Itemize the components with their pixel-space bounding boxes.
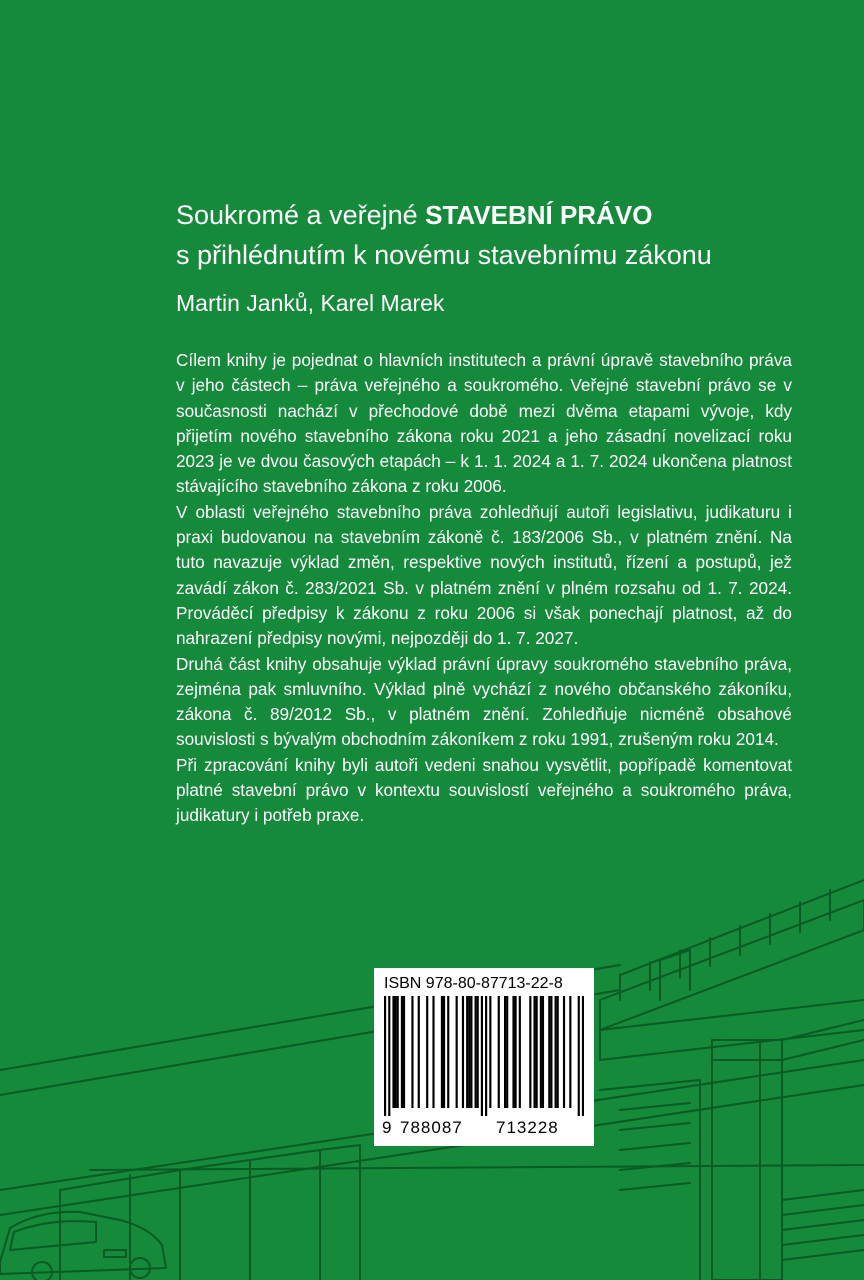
isbn-barcode-box: [374, 968, 594, 1146]
barcode-bar: [498, 996, 500, 1108]
barcode-bar: [395, 996, 397, 1108]
barcode-bar: [557, 996, 559, 1108]
barcode-bar: [555, 996, 557, 1108]
barcode-bar: [582, 996, 584, 1116]
barcode-bar: [550, 996, 552, 1108]
barcode-bar: [384, 996, 386, 1116]
book-blurb: [176, 348, 792, 829]
barcode-bar: [475, 996, 477, 1108]
ean-left-group: 788087: [400, 1118, 463, 1137]
book-authors: Martin Janků, Karel Marek: [176, 290, 445, 316]
barcode-bar: [542, 996, 544, 1108]
barcode-bar: [456, 996, 458, 1108]
title-bold: STAVEBNÍ PRÁVO: [425, 200, 653, 230]
book-title: [176, 198, 796, 232]
barcode-bar: [466, 996, 468, 1108]
ean-first-digit: 9: [382, 1118, 392, 1137]
barcode-bar: [468, 996, 470, 1108]
barcode-bar: [418, 996, 420, 1108]
barcode-bar: [512, 996, 514, 1108]
barcode-bar: [401, 996, 403, 1108]
barcode-bar: [533, 996, 535, 1108]
barcode-bar: [481, 996, 483, 1116]
isbn-label: ISBN 978-80-87713-22-8: [384, 975, 563, 992]
barcode-bar: [506, 996, 508, 1108]
barcode-bar: [485, 996, 487, 1116]
blurb-paragraph: Při zpracování knihy byli autoři vedeni snahou vysvětlit, popřípadě komentovat platné stavební právo v kontextu souvislostí veřejného a soukromého práva, judikatury i potřeb praxe.: [176, 754, 792, 826]
barcode-bar: [392, 996, 394, 1108]
barcode-bar: [548, 996, 550, 1108]
barcode-bar: [519, 996, 521, 1108]
barcode-bar: [397, 996, 399, 1108]
barcode-bar: [529, 996, 531, 1108]
book-subtitle: s přihlédnutím k novému stavebnímu zákonu: [176, 240, 712, 270]
barcode-bar: [536, 996, 538, 1108]
barcode-bar: [426, 996, 428, 1108]
barcode-bar: [540, 996, 542, 1108]
barcode-bar: [569, 996, 571, 1108]
barcode-bar: [443, 996, 445, 1108]
title-prefix: Soukromé a veřejné: [176, 200, 426, 230]
barcode-bar: [504, 996, 506, 1108]
barcode-bar: [388, 996, 390, 1116]
barcode-bar: [432, 996, 434, 1108]
barcode-bar: [411, 996, 413, 1108]
barcode-bar: [462, 996, 464, 1108]
barcode-bar: [578, 996, 580, 1116]
blurb-paragraph: Druhá část knihy obsahuje výklad právní úpravy soukromého stavebního práva, zejména pak smluvního. Výklad plně vychází z nového občanského zákoníku, zákona č. 89/2012 Sb., v platném znění. Zohledňuje nicméně obsahové souvislosti s bývalým obchodním zákoníkem z roku 1991, zrušeným roku 2014.: [176, 653, 792, 750]
barcode-bar: [441, 996, 443, 1108]
ean-right-group: 713228: [496, 1118, 559, 1137]
barcode-bar: [489, 996, 491, 1108]
barcode-bar: [477, 996, 479, 1108]
barcode-bar: [470, 996, 472, 1108]
barcode-bar: [515, 996, 517, 1108]
blurb-paragraph: Cílem knihy je pojednat o hlavních institutech a právní úpravě stavebního práva v jeho částech – práva veřejného a soukromého. Veřejné stavební právo se v současnosti nachází v přechodové době mezi dvěma etapami vývoje, kdy přijetím nového stavebního zákona roku 2021 a jeho zásadní novelizací roku 2023 je ve dvou časových etapách – k 1. 1. 2024 a 1. 7. 2024 ukončena platnost stávajícího stavebního zákona z roku 2006.: [176, 350, 792, 497]
barcode-bar: [563, 996, 565, 1108]
blurb-paragraph: V oblasti veřejného stavebního práva zohledňují autoři legislativu, judikaturu i praxi budovanou na stavebním zákoně č. 183/2006 Sb., v platném znění. Na tuto navazuje výklad změn, respektive nových institutů, řízení a postupů, jež zavádí zákon č. 283/2021 Sb. v platném znění v plném rozsahu od 1. 7. 2024. Prováděcí předpisy k zákonu z roku 2006 si však ponechají platnost, až do nahrazení předpisy novými, nejpozději do 1. 7. 2027.: [176, 501, 792, 649]
barcode-bar: [447, 996, 449, 1108]
ean-digits: [382, 1116, 590, 1140]
barcode-graphic: [384, 996, 584, 1116]
barcode-bar: [403, 996, 405, 1108]
